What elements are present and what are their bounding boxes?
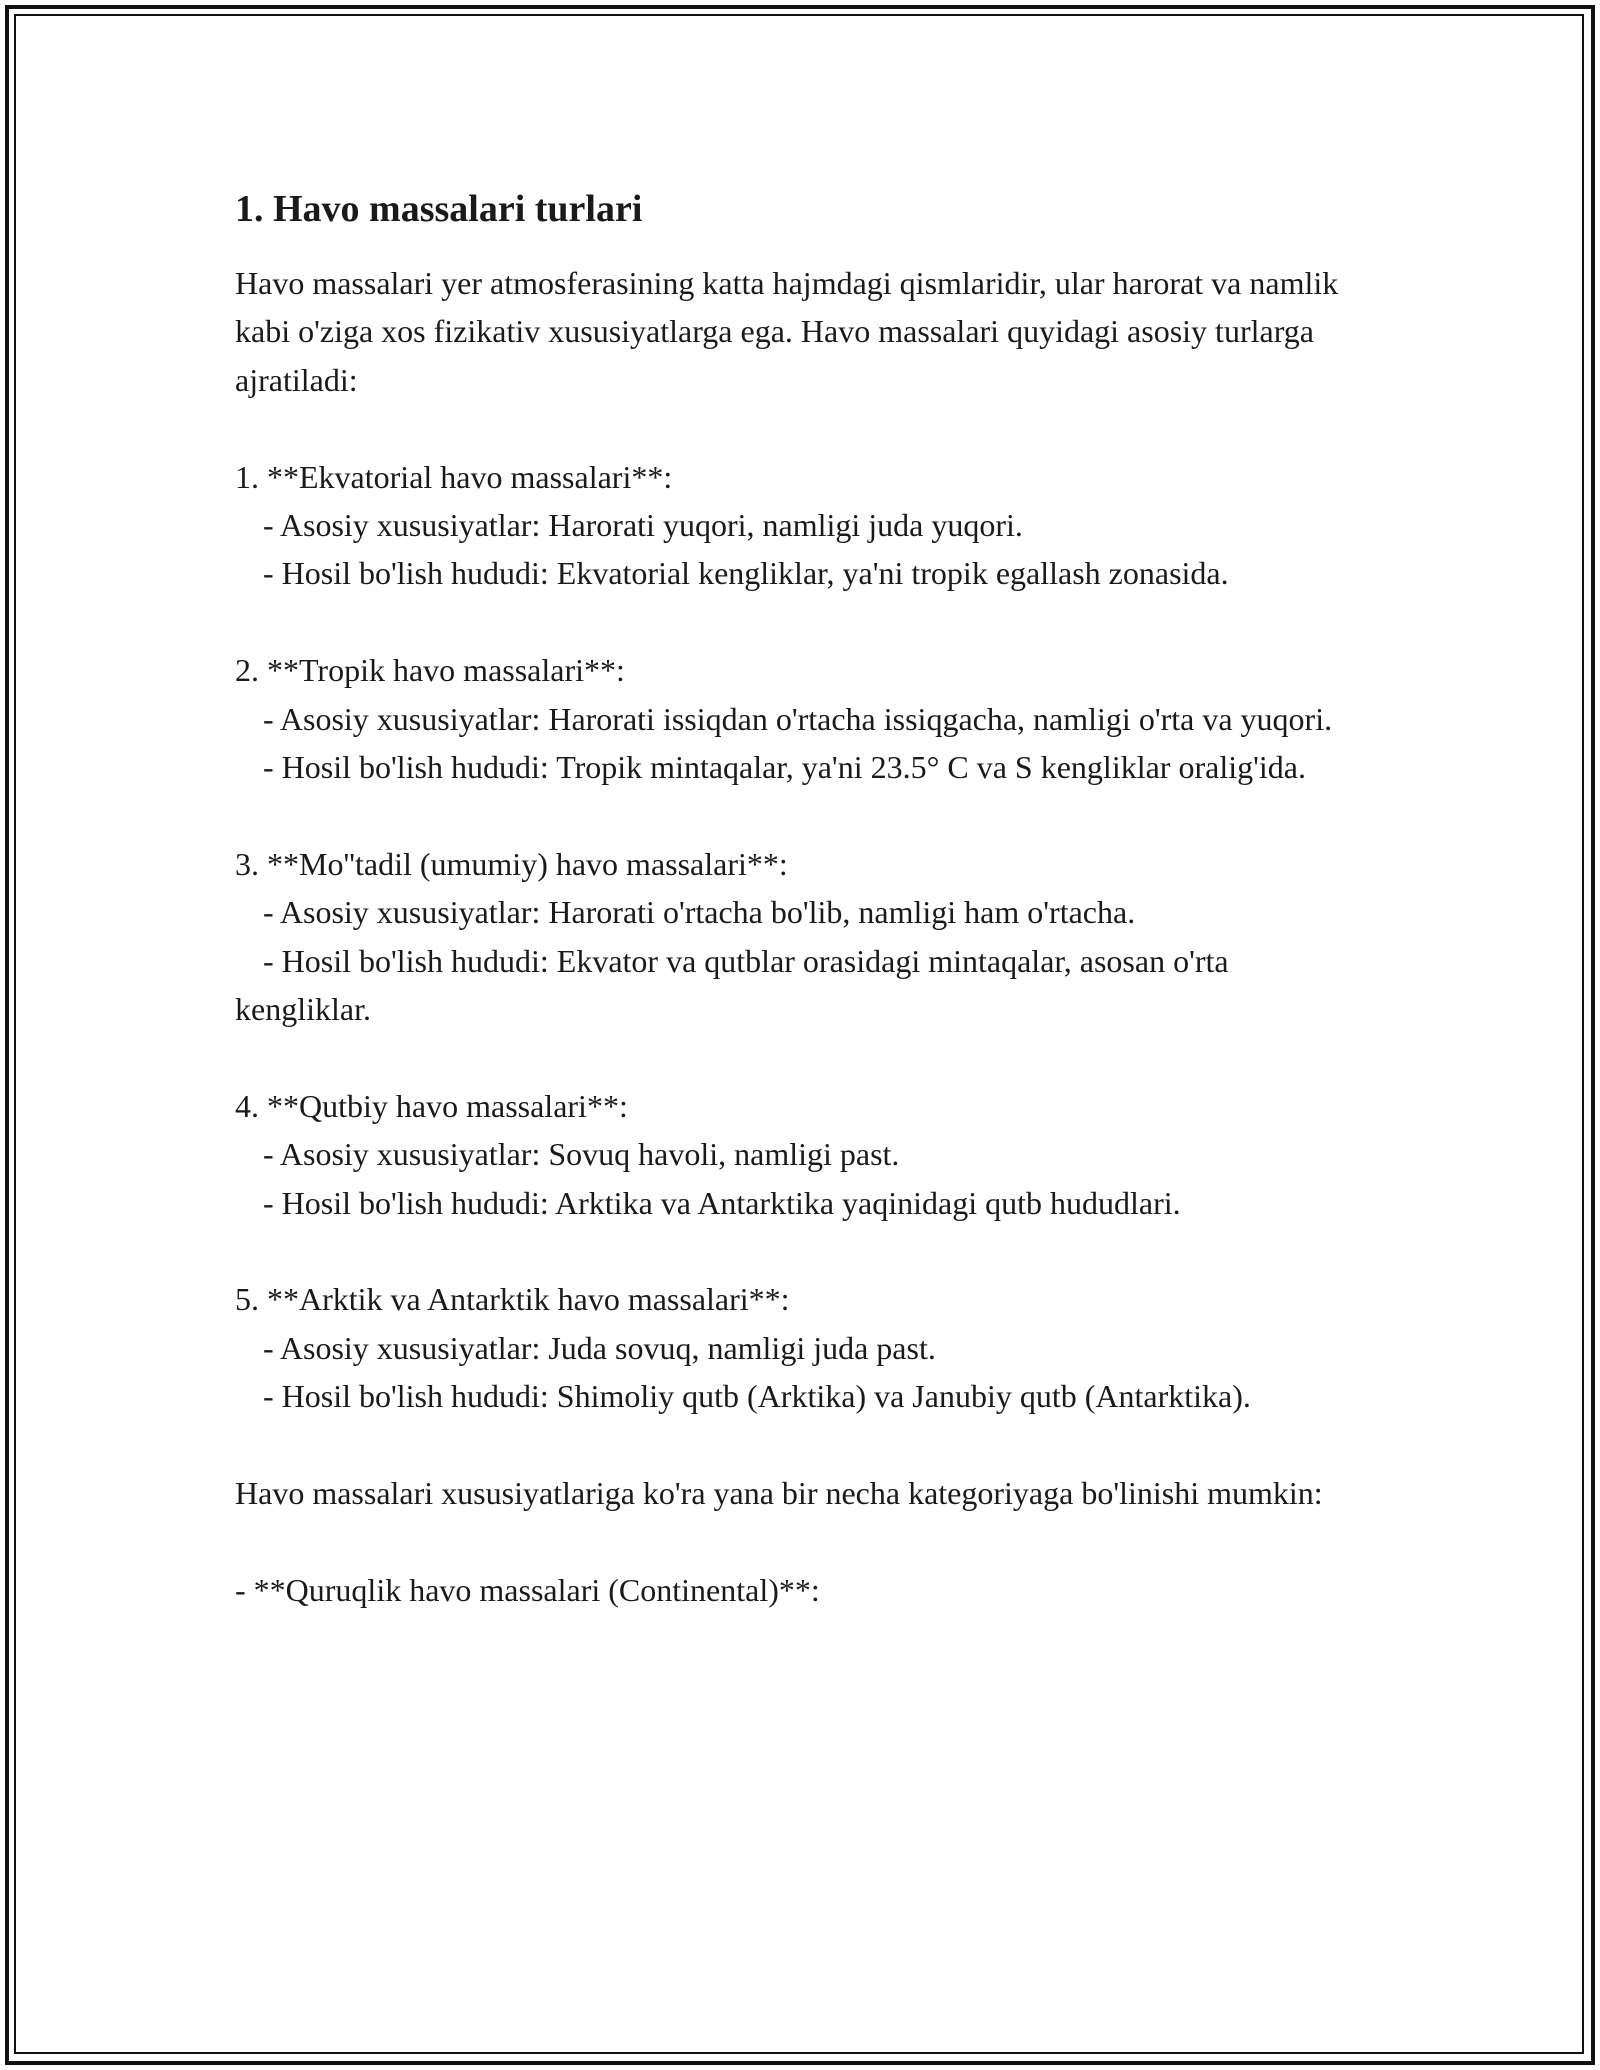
type-heading: 1. **Ekvatorial havo massalari**:: [235, 458, 673, 495]
type-heading: 4. **Qutbiy havo massalari**:: [235, 1087, 628, 1124]
type-heading: 5. **Arktik va Antarktik havo massalari**:: [235, 1281, 790, 1318]
type-section-3: [235, 840, 1365, 1034]
document-title: 1. Havo massalari turlari: [235, 188, 643, 230]
type-region: - Hosil bo'lish hududi: Ekvator va qutblar orasidagi mintaqalar, asosan o'rta kengliklar.: [235, 942, 1237, 1028]
type-region: - Hosil bo'lish hududi: Ekvatorial kengliklar, ya'ni tropik egallash zonasida.: [263, 555, 1229, 592]
document-body: [235, 185, 1365, 1614]
type-region: - Hosil bo'lish hududi: Arktika va Antarktika yaqinidagi qutb hududlari.: [263, 1184, 1181, 1221]
type-section-2: [235, 646, 1365, 791]
type-features: - Asosiy xususiyatlar: Harorati o'rtacha bo'lib, namligi ham o'rtacha.: [263, 894, 1136, 931]
type-section-4: [235, 1082, 1365, 1227]
outro-paragraph: Havo massalari xususiyatlariga ko'ra yana bir necha kategoriyaga bo'linishi mumkin:: [235, 1475, 1323, 1512]
type-features: - Asosiy xususiyatlar: Juda sovuq, namligi juda past.: [263, 1329, 936, 1366]
type-features: - Asosiy xususiyatlar: Harorati issiqdan o'rtacha issiqgacha, namligi o'rta va yuqori.: [263, 700, 1333, 737]
type-heading: 2. **Tropik havo massalari**:: [235, 652, 625, 689]
type-section-5: [235, 1275, 1365, 1420]
type-section-1: [235, 453, 1365, 598]
type-features: - Asosiy xususiyatlar: Sovuq havoli, namligi past.: [263, 1136, 900, 1173]
intro-paragraph: Havo massalari yer atmosferasining katta hajmdagi qismlaridir, ular harorat va namlik kabi o'ziga xos fizikativ xususiyatlarga ega. Havo massalari quyidagi asosiy turlarga ajratiladi:: [235, 265, 1347, 398]
type-heading: 3. **Mo''tadil (umumiy) havo massalari**:: [235, 845, 788, 882]
continental-item: - **Quruqlik havo massalari (Continental)**:: [235, 1571, 820, 1608]
type-features: - Asosiy xususiyatlar: Harorati yuqori, namligi juda yuqori.: [263, 507, 1023, 544]
type-region: - Hosil bo'lish hududi: Tropik mintaqalar, ya'ni 23.5° C va S kengliklar oralig'ida.: [263, 749, 1306, 786]
type-region: - Hosil bo'lish hududi: Shimoliy qutb (Arktika) va Janubiy qutb (Antarktika).: [263, 1378, 1251, 1415]
